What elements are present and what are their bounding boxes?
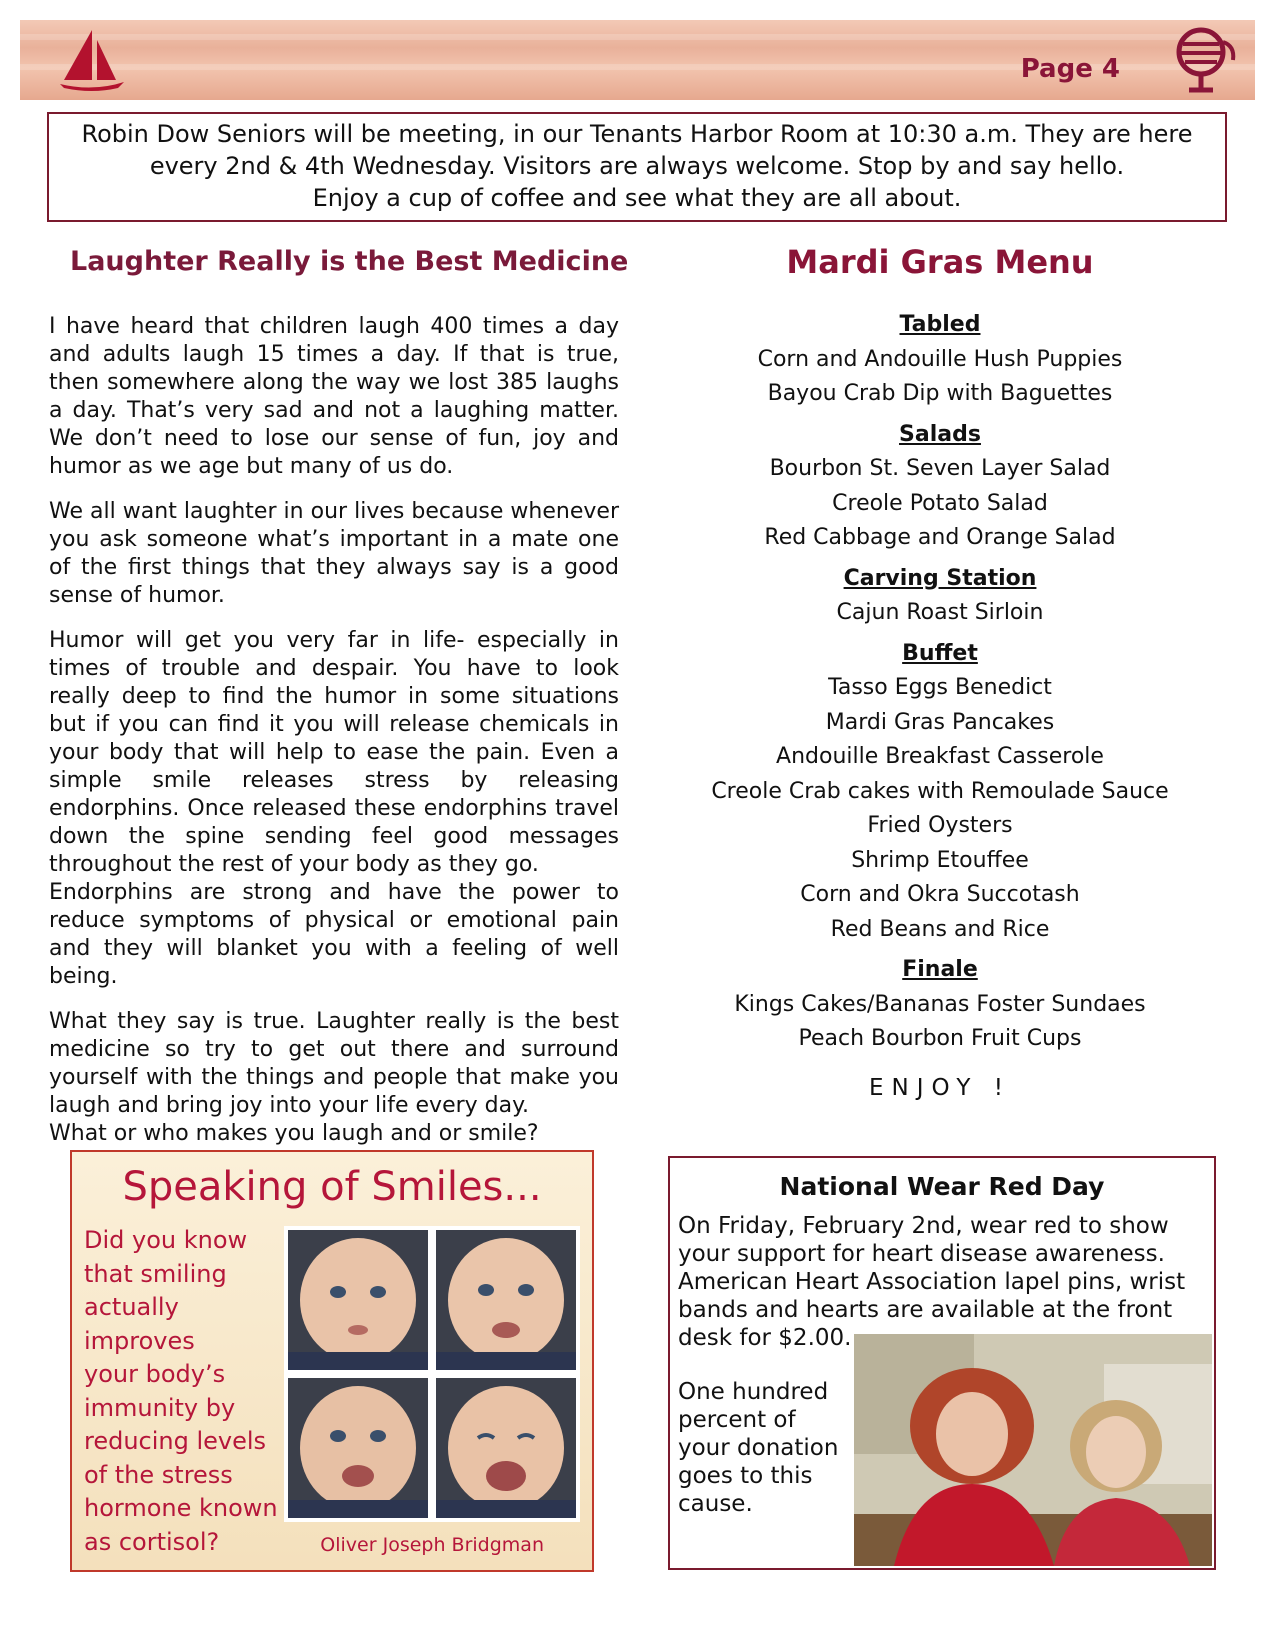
notice-line-2: every 2nd & 4th Wednesday. Visitors are always welcome. Stop by and say hello.	[149, 152, 1125, 180]
baby-photo	[436, 1378, 576, 1518]
notice-line-3: Enjoy a cup of coffee and see what they are all about.	[312, 184, 962, 212]
article-title: Laughter Really is the Best Medicine	[70, 246, 629, 277]
smiles-line: as cortisol?	[84, 1527, 220, 1556]
wear-red-day-box	[668, 1156, 1216, 1570]
photo-caption: Oliver Joseph Bridgman	[320, 1534, 544, 1556]
wear-red-title: National Wear Red Day	[779, 1172, 1105, 1201]
article-paragraph: What they say is true. Laughter really is the best medicine so try to get out there and surround yourself with the things and people that make you laugh and bring joy into your life every day.	[49, 1009, 619, 1118]
smiles-line: Did you know	[84, 1226, 248, 1254]
baby-photo	[436, 1230, 576, 1370]
smiles-line: that smiling	[84, 1259, 227, 1288]
smiles-title: Speaking of Smiles...	[122, 1164, 542, 1210]
staff-photo	[854, 1334, 1212, 1566]
smiles-line: of the stress	[84, 1460, 233, 1489]
article-paragraph: We all want laughter in our lives because whenever you ask someone what’s important in a mate one of the first things that they always say is a good sense of humor.	[49, 499, 619, 608]
smiles-line: hormone known	[84, 1494, 278, 1522]
menu-item: Andouille Breakfast Casserole	[776, 744, 1104, 769]
menu-item: Corn and Andouille Hush Puppies	[757, 346, 1123, 372]
smiles-line: reducing levels	[84, 1427, 267, 1455]
baby-photo-grid	[284, 1226, 580, 1522]
laughter-article	[49, 313, 619, 1165]
menu-item: Corn and Okra Succotash	[800, 882, 1080, 907]
smiles-line: actually improves	[84, 1293, 195, 1355]
article-paragraph: Humor will get you very far in life- especially in times of trouble and despair. You have to look really deep to find the humor in some situations but if you can find it you will release chemicals in your body that will help to ease the pain. Even a simple smile releases stress by releasing endorphins. Once released these endorphins travel down the spine sending feel good messages throughout the rest of your body as they go.	[49, 628, 619, 877]
notice-line-1: Robin Dow Seniors will be meeting, in our Tenants Harbor Room at 10:30 a.m. They are here	[81, 120, 1193, 148]
smiles-text	[84, 1224, 284, 1559]
menu-item: Creole Potato Salad	[832, 490, 1048, 516]
menu-item: Peach Bourbon Fruit Cups	[798, 1026, 1082, 1051]
page-header-band	[20, 20, 1255, 100]
wear-red-paragraph: On Friday, February 2nd, wear red to show your support for heart disease awareness. American Heart Association lapel pins, wrist bands and hearts are available at the front desk for $2.00.	[678, 1213, 1186, 1351]
menu-category-finale: Finale	[902, 957, 978, 982]
menu-title: Mardi Gras Menu	[786, 243, 1094, 281]
smiles-line: immunity by	[84, 1393, 236, 1422]
menu-category-buffet: Buffet	[902, 640, 978, 666]
menu-category-salads: Salads	[899, 421, 981, 447]
speaking-of-smiles-panel	[70, 1150, 594, 1572]
enjoy-text: ENJOY !	[869, 1074, 1011, 1101]
menu-category-tabled: Tabled	[899, 312, 981, 337]
menu-item: Red Beans and Rice	[830, 916, 1050, 942]
baby-photo	[288, 1378, 428, 1518]
menu-item: Tasso Eggs Benedict	[828, 675, 1052, 700]
article-closing-question: What or who makes you laugh and or smile?	[49, 1121, 539, 1146]
smiles-line: your body’s	[84, 1360, 226, 1388]
menu-item: Cajun Roast Sirloin	[836, 600, 1044, 625]
menu-item: Kings Cakes/Bananas Foster Sundaes	[734, 991, 1146, 1017]
menu-category-carving: Carving Station	[843, 565, 1037, 591]
menu-item: Bayou Crab Dip with Baguettes	[767, 381, 1113, 406]
seniors-meeting-notice	[47, 112, 1227, 222]
menu-item: Creole Crab cakes with Remoulade Sauce	[711, 778, 1169, 804]
sailboat-logo-icon	[58, 26, 128, 96]
mardi-gras-menu	[640, 308, 1240, 1105]
article-paragraph: Endorphins are strong and have the power to reduce symptoms of physical or emotional pain and they will blanket you with a feeling of well being.	[49, 880, 619, 989]
menu-item: Shrimp Etouffee	[851, 847, 1029, 873]
page-number: Page 4	[1020, 54, 1120, 84]
baby-photo	[288, 1230, 428, 1370]
menu-item: Red Cabbage and Orange Salad	[764, 525, 1116, 550]
menu-item: Mardi Gras Pancakes	[825, 709, 1055, 735]
menu-item: Bourbon St. Seven Layer Salad	[769, 456, 1111, 481]
donation-paragraph: One hundred percent of your donation goes to this cause.	[678, 1379, 839, 1517]
article-paragraph: I have heard that children laugh 400 times a day and adults laugh 15 times a day. If that is true, then somewhere along the way we lost 385 laughs a day. That’s very sad and not a laughing matter. We don’t need to lose our sense of fun, joy and humor as we age but many of us do.	[49, 314, 619, 479]
menu-item: Fried Oysters	[867, 813, 1013, 838]
microphone-icon	[1171, 22, 1247, 98]
